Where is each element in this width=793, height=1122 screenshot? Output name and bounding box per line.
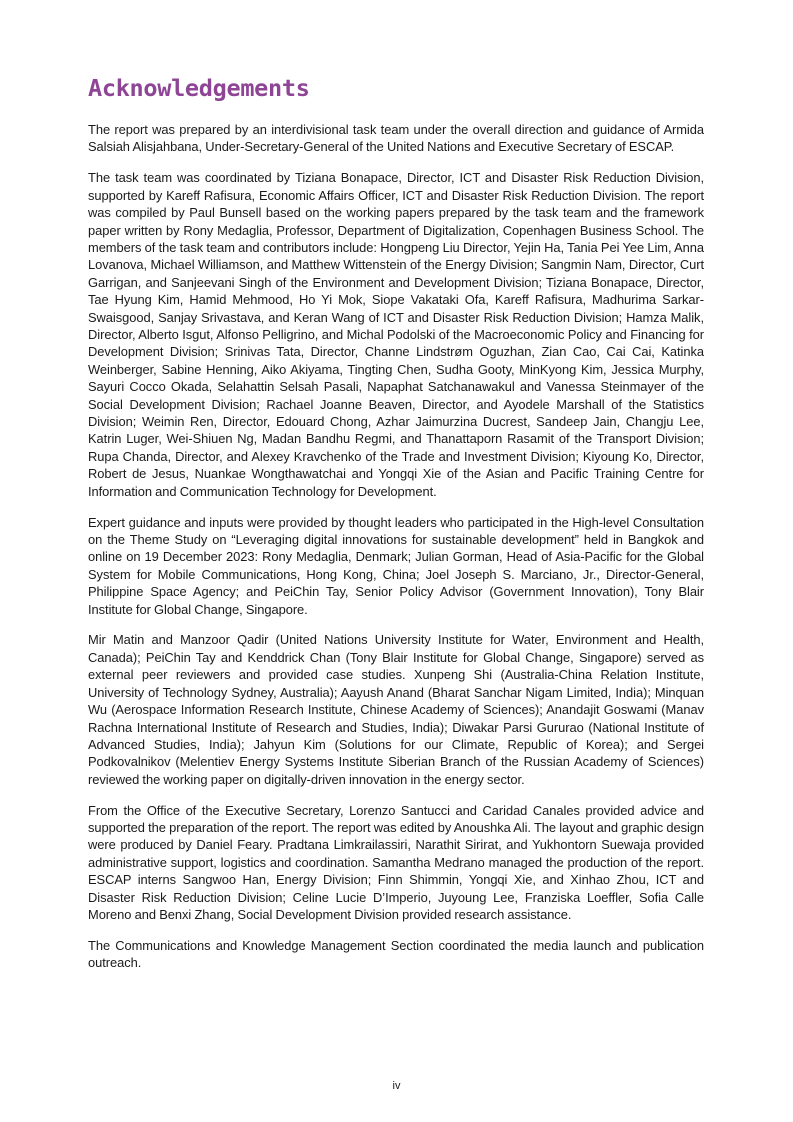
paragraph-peer-reviewers: Mir Matin and Manzoor Qadir (United Nations University Institute for Water, Environment and Health, Canada); PeiChin Tay and Kenddrick Chan (Tony Blair Institute for Global Change, Singapore) served as external peer reviewers and provided case studies. Xunpeng Shi (Australia-China Relation Institute, University of Technology Sydney, Australia); Aayush Anand (Bharat Sanchar Nigam Limited, India); Minquan Wu (Aerospace Information Research Institute, Chinese Academy of Sciences); Anandajit Goswami (Manav Rachna International Institute of Research and Studies, India); Diwakar Parsi Gururao (National Institute of Advanced Studies, India); Jahyun Kim (Solutions for our Climate, Republic of Korea); and Sergei Podkovalnikov (Melentiev Energy Systems Institute Siberian Branch of the Russian Academy of Sciences) reviewed the working paper on digitally-driven innovation in the energy sector. xyxy=(88,632,704,787)
page-number: iv xyxy=(392,1080,401,1092)
paragraph-expert-guidance: Expert guidance and inputs were provided by thought leaders who participated in the High-level Consultation on the Theme Study on “Leveraging digital innovations for sustainable development” held in Bangkok and online on 19 December 2023: Rony Medaglia, Denmark; Julian Gorman, Head of Asia-Pacific for the Global System for Mobile Communications, Hong Kong, China; Joel Joseph S. Marciano, Jr., Director-General, Philippine Space Agency; and PeiChin Tay, Senior Policy Advisor (Government Innovation), Tony Blair Institute for Global Change, Singapore. xyxy=(88,514,704,617)
paragraph-outreach: The Communications and Knowledge Management Section coordinated the media launch and publication outreach. xyxy=(88,937,704,971)
paragraph-production: From the Office of the Executive Secretary, Lorenzo Santucci and Caridad Canales provided advice and supported the preparation of the report. The report was edited by Anoushka Ali. The layout and graphic design were produced by Daniel Feary. Pradtana Limkrailassiri, Narathit Sirirat, and Yukhontorn Suewaja provided administrative support, logistics and coordination. Samantha Medrano managed the production of the report. ESCAP interns Sangwoo Han, Energy Division; Finn Shimmin, Yongqi Xie, and Xinhao Zhou, ICT and Disaster Risk Reduction Division; Celine Lucie D’Imperio, Juyoung Lee, Franziska Loeffler, Sofia Calle Moreno and Benxi Zhang, Social Development Division provided research assistance. xyxy=(88,802,705,923)
acknowledgements-section xyxy=(88,72,704,985)
paragraph-task-team: The task team was coordinated by Tiziana Bonapace, Director, ICT and Disaster Risk Reduction Division, supported by Kareff Rafisura, Economic Affairs Officer, ICT and Disaster Risk Reduction Division. The report was compiled by Paul Bunsell based on the working papers prepared by the task team and the framework paper written by Rony Medaglia, Professor, Department of Digitalization, Copenhagen Business School. The members of the task team and contributors include: Hongpeng Liu Director, Yejin Ha, Tania Pei Yee Lim, Anna Lovanova, Michael Williamson, and Matthew Wittenstein of the Energy Division; Sangmin Nam, Director, Curt Garrigan, and Sanjeevani Singh of the Environment and Development Division; Tiziana Bonapace, Director, Tae Hyung Kim, Hamid Mehmood, Ho Yi Mok, Siope Vakataki Ofa, Kareff Rafisura, Madhurima Sarkar-Swaisgood, Sanjay Srivastava, and Keran Wang of ICT and Disaster Risk Reduction Division; Hamza Malik, Director, Alberto Isgut, Alfonso Pelligrino, and Michal Podolski of the Macroeconomic Policy and Financing for Development Division; Srinivas Tata, Director, Channe Lindstrøm Oguzhan, Zian Cao, Cai Cai, Katinka Weinberger, Sabine Henning, Aiko Akiyama, Tingting Chen, Sudha Gooty, MinKyong Kim, Jessica Murphy, Sayuri Cocco Okada, Selahattin Selsah Pasali, Napaphat Satchanawakul and Vanessa Steinmayer of the Social Development Division; Rachael Joanne Beaven, Director, and Ayodele Marshall of the Statistics Division; Weimin Ren, Director, Edouard Chong, Azhar Jaimurzina Ducrest, Sandeep Jain, Changju Lee, Katrin Luger, Wei-Shiuen Ng, Madan Bandhu Regmi, and Thanattaporn Rasamit of the Transport Division; Rupa Chanda, Director, and Alexey Kravchenko of the Trade and Investment Division; Kiyoung Ko, Director, Robert de Jesus, Nuankae Wongthawatchai and Yongqi Xie of the Asian and Pacific Training Centre for Information and Communication Technology for Development. xyxy=(88,170,704,499)
paragraph-overview: The report was prepared by an interdivisional task team under the overall direction and guidance of Armida Salsiah Alisjahbana, Under-Secretary-General of the United Nations and Executive Secretary of ESCAP. xyxy=(88,122,704,155)
page-title: Acknowledgements xyxy=(88,74,310,102)
